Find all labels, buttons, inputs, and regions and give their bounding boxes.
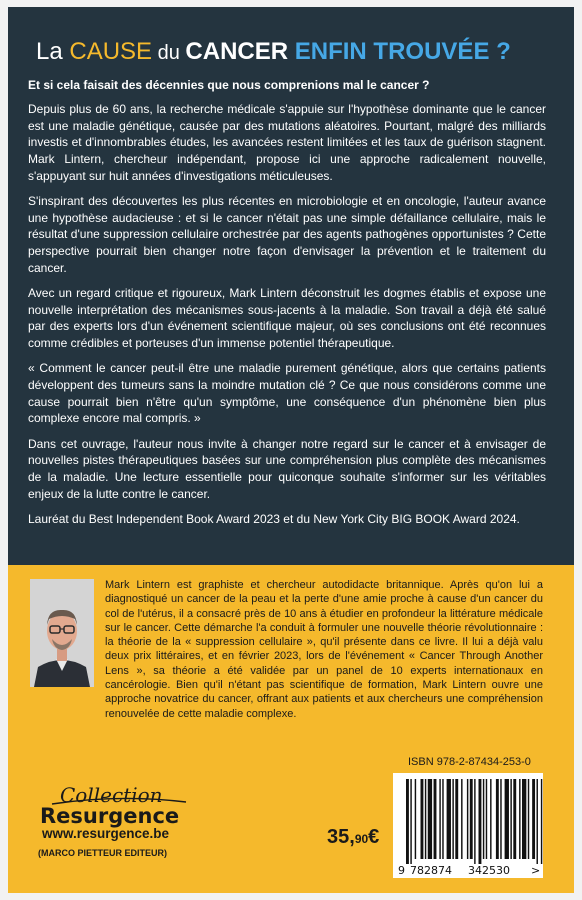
lead-question: Et si cela faisait des décennies que nous comprenions mal le cancer ?	[28, 78, 430, 92]
title-la: La	[36, 38, 70, 65]
summary-paragraph: Avec un regard critique et rigoureux, Mark Lintern déconstruit les dogmes établis et expose une nouvelle interprétation des mécanismes sous-jacents à la maladie. Son travail a déjà été salué par des experts lors d'un événement scientifique majeur, où ses conclusions ont été reconnues comme crédibles et porteuses d'un immense potentiel thérapeutique.	[28, 286, 546, 351]
barcode-bar	[522, 779, 526, 859]
barcode-bar	[452, 779, 453, 859]
summary-paragraph: S'inspirant des découvertes les plus récentes en microbiologie et en oncologie, l'auteur avance une hypothèse audacieuse : et si le cancer n'était pas une simple défaillance cellulaire, mais le résultat d'une suppression cellulaire orchestrée par des agents pathogènes opportunistes ? Cette perspective pourrait bien changer notre façon d'envisager la prévention et le traitement du cancer.	[28, 194, 546, 275]
barcode-bar	[439, 779, 440, 859]
barcode-bar	[410, 779, 411, 864]
barcode-bar	[467, 779, 468, 859]
barcode-bar	[519, 779, 520, 859]
price-decimals: 90	[354, 832, 369, 846]
barcode-bar	[486, 779, 487, 859]
barcode-bar	[470, 779, 473, 859]
book-title	[36, 37, 556, 68]
barcode-bar	[447, 779, 451, 859]
collection-script: Collection	[60, 783, 163, 807]
publisher-name: (MARCO PIETTEUR EDITEUR)	[38, 848, 167, 858]
barcode-bar	[421, 779, 424, 859]
barcode-marker: >	[531, 864, 541, 877]
barcode-bar	[425, 779, 426, 859]
collection-name: Resurgence	[40, 804, 180, 828]
price-currency: €	[368, 826, 380, 848]
barcode-bar	[532, 779, 535, 859]
summary-text	[28, 101, 546, 536]
price	[327, 826, 379, 849]
barcode-right-digits: 342530	[468, 864, 510, 877]
barcode-bar	[483, 779, 484, 859]
isbn-label: ISBN 978-2-87434-253-0	[408, 756, 531, 768]
barcode-bar	[474, 779, 475, 864]
barcode-bar	[510, 779, 511, 859]
barcode-bar	[490, 779, 491, 859]
quote-paragraph: « Comment le cancer peut-il être une maladie purement génétique, alors que certains patients développent des tumeurs sans la moindre mutation clé ? Ce que nous considérons comme une cause pourrait bien n'être qu'un symptôme, une conséquence d'un phénomène bien plus complexe encore mal compris. »	[28, 361, 546, 426]
barcode-bar	[479, 779, 482, 864]
barcode-left-digits: 782874	[410, 864, 452, 877]
barcode-bar	[428, 779, 432, 859]
barcode-bar	[537, 779, 538, 864]
barcode-bars	[406, 779, 542, 864]
barcode-bar	[505, 779, 509, 859]
author-photo	[30, 579, 94, 687]
title-cancer: CANCER	[185, 38, 289, 65]
title-enfin-trouvee: ENFIN TROUVÉE	[288, 38, 490, 65]
title-question-mark: ?	[489, 38, 511, 65]
title-cause: CAUSE	[69, 38, 153, 65]
barcode-bar	[434, 779, 437, 859]
barcode-bar	[528, 779, 529, 859]
barcode-bar	[442, 779, 443, 859]
publisher-url: www.resurgence.be	[42, 826, 170, 841]
author-bio: Mark Lintern est graphiste et chercheur autodidacte britannique. Après qu'on lui a diagnostiqué un cancer de la peau et la perte d'une amie proche à cause d'un cancer du col de l'utérus, il a consacré près de 10 ans à étudier en profondeur la littérature médicale sur le cancer. Cette démarche l'a conduit à formuler une nouvelle théorie révolutionnaire : la théorie de la « suppression cellulaire », qu'il présente dans ce livre. Il lui a déjà valu deux prix littéraires, et en février 2023, lors de l'événement « Cancer Through Another Lens », sa théorie a été validée par un panel de 10 experts internationaux en cancérologie. Bien qu'il n'étant pas scientifique de formation, Mark Lintern ouvre une approche novatrice du cancer, offrant aux patients et aux chercheurs une compréhension renouvelée de cette maladie complexe.	[105, 579, 543, 720]
summary-paragraph: Depuis plus de 60 ans, la recherche médicale s'appuie sur l'hypothèse dominante que le cancer est une maladie génétique, causée par des mutations aléatoires. Pourtant, malgré des milliards investis et d'innombrables études, les avancées restent limitées et les taux de guérison stagnent. Mark Lintern, chercheur indépendant, propose ici une approche radicalement nouvelle, s'appuyant sur huit années d'investigations méticuleuses.	[28, 102, 546, 183]
collection-logo	[38, 780, 198, 828]
barcode-bar	[513, 779, 516, 859]
barcode-first-digit: 9	[398, 864, 405, 877]
awards-line: Lauréat du Best Independent Book Award 2023 et du New York City BIG BOOK Award 2024.	[28, 511, 520, 526]
isbn-barcode	[393, 773, 543, 878]
summary-paragraph: Dans cet ouvrage, l'auteur nous invite à changer notre regard sur le cancer et à envisager de nouvelles pistes thérapeutiques basées sur une compréhension plus complète des mécanismes de la maladie. Une lecture essentielle pour quiconque souhaite s'informer sur les véritables enjeux de la lutte contre le cancer.	[28, 436, 546, 501]
barcode-bar	[461, 779, 462, 859]
barcode-bar	[541, 779, 542, 864]
barcode-bar	[415, 779, 416, 859]
barcode-bar	[406, 779, 409, 864]
barcode-bar	[496, 779, 499, 859]
barcode-bar	[500, 779, 501, 859]
title-du: du	[152, 42, 186, 64]
barcode-bar	[455, 779, 458, 859]
price-main: 35,	[327, 826, 355, 848]
